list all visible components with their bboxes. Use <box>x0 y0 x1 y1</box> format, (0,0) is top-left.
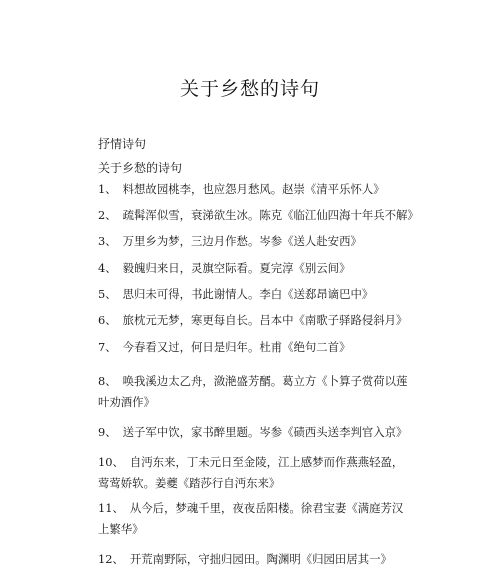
poem-text: 料想故园桃李，也应怨月愁风。赵崇《清平乐怀人》 <box>122 182 385 196</box>
poem-number: 9、 <box>98 425 117 439</box>
poem-text: 从今后，梦魂千里，夜夜岳阳楼。徐君宝妻《满庭芳汉上繁华》 <box>98 501 404 536</box>
poem-number: 4、 <box>98 261 117 275</box>
poem-number: 3、 <box>98 234 117 248</box>
poem-text: 疏髯浑似雪，衰涕欲生冰。陈克《临江仙四海十年兵不解》 <box>122 208 419 222</box>
poem-number: 5、 <box>98 287 117 301</box>
poem-text: 自沔东来，丁未元日至金陵，江上感梦而作燕燕轻盈，莺莺娇软。姜夔《踏莎行自沔东来》 <box>98 455 404 490</box>
poem-text: 毅魄归来日，灵旗空际看。夏完淳《别云间》 <box>122 261 351 275</box>
poem-number: 11、 <box>98 501 124 515</box>
poem-text: 思归未可得，书此谢情人。李白《送郄昂谪巴中》 <box>122 287 374 301</box>
poem-number: 2、 <box>98 208 117 222</box>
poem-item <box>98 260 350 276</box>
poem-item <box>98 371 408 413</box>
category-heading: 抒情诗句 <box>98 137 147 151</box>
poem-item <box>98 498 408 540</box>
poem-text: 今春看又过，何日是归年。杜甫《绝句二首》 <box>122 340 351 354</box>
page-title: 关于乡愁的诗句 <box>179 78 320 100</box>
poem-item <box>98 207 419 223</box>
poem-item <box>98 286 373 302</box>
poem-number: 10、 <box>98 455 124 469</box>
poem-text: 开荒南野际，守拙归园田。陶渊明《归园田居其一》 <box>129 552 392 566</box>
poem-item <box>98 452 408 494</box>
poem-text: 旅枕元无梦，寒更每自长。吕本中《南歌子驿路侵斜月》 <box>122 313 408 327</box>
section-subtitle: 关于乡愁的诗句 <box>98 161 183 175</box>
poem-item <box>98 312 407 328</box>
poem-text: 万里乡为梦，三边月作愁。岑参《送人赴安西》 <box>122 234 362 248</box>
poem-item <box>98 424 407 440</box>
poem-text: 唤我溪边太乙舟，潋滟盛芳醑。葛立方《卜算子赏荷以莲叶劝酒作》 <box>98 374 408 409</box>
poem-item <box>98 233 362 249</box>
poem-number: 12、 <box>98 552 124 566</box>
poem-number: 6、 <box>98 313 117 327</box>
poem-item <box>98 181 385 197</box>
poem-item <box>98 339 350 355</box>
poem-number: 1、 <box>98 182 117 196</box>
poem-number: 7、 <box>98 340 117 354</box>
poem-text: 送子军中饮，家书醉里题。岑参《碛西头送李判官入京》 <box>122 425 408 439</box>
poem-number: 8、 <box>98 374 117 388</box>
